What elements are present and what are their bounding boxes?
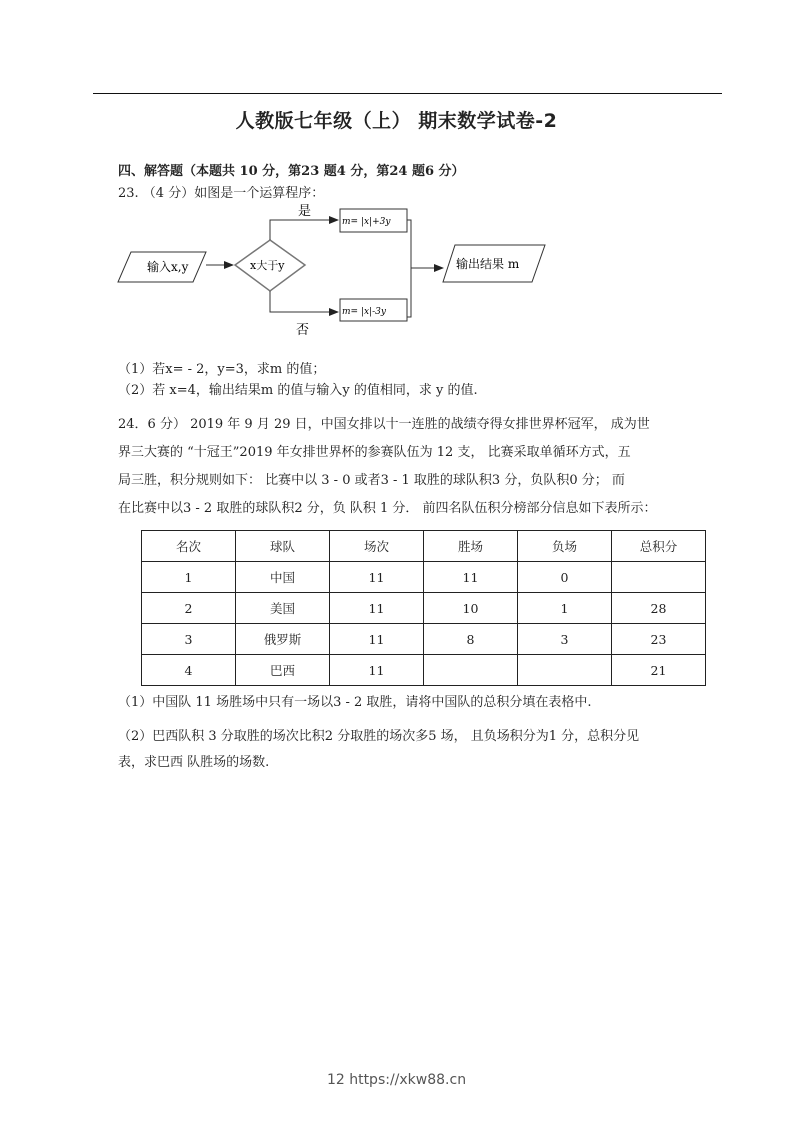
cell: 10 — [424, 593, 518, 624]
cell: 28 — [612, 593, 706, 624]
cell — [518, 655, 612, 686]
flowchart — [0, 195, 793, 345]
cell: 俄罗斯 — [236, 624, 330, 655]
q24-line: 24．6 分） 2019 年 9 月 29 日，中国女排以十一连胜的战绩夺得女排世界杯冠军， 成为世 — [118, 417, 650, 432]
table-header-row — [142, 531, 706, 562]
cell: 4 — [142, 655, 236, 686]
header-rule — [93, 93, 722, 94]
cell: 美国 — [236, 593, 330, 624]
yes-formula: m= |x|+3y — [342, 217, 391, 227]
section-heading: 四、解答题（本题共 10 分，第23 题4 分，第24 题6 分） — [118, 164, 465, 179]
header-cell: 总积分 — [612, 531, 706, 562]
q24-sub2-line: 表，求巴西 队胜场的场数. — [118, 755, 270, 770]
q23-sub1: （1）若x= - 2，y=3，求m 的值； — [118, 362, 326, 377]
table-row — [142, 624, 706, 655]
cell: 11 — [330, 655, 424, 686]
page-footer: 12 https://xkw88.cn — [326, 1072, 467, 1088]
standings-table — [141, 530, 706, 686]
cell — [612, 562, 706, 593]
q23-sub2: （2）若 x=4，输出结果m 的值与输入y 的值相同，求 y 的值. — [118, 383, 478, 398]
header-cell: 负场 — [518, 531, 612, 562]
input-label: 输入x,y — [147, 260, 189, 274]
cell: 2 — [142, 593, 236, 624]
cell: 3 — [518, 624, 612, 655]
cell: 11 — [330, 593, 424, 624]
table-row — [142, 593, 706, 624]
header-cell: 胜场 — [424, 531, 518, 562]
q24-sub1: （1）中国队 11 场胜场中只有一场以3 - 2 取胜，请将中国队的总积分填在表格中. — [118, 695, 592, 710]
cell: 中国 — [236, 562, 330, 593]
cell: 8 — [424, 624, 518, 655]
no-formula: m= |x|-3y — [342, 307, 386, 317]
q24-sub2-line: （2）巴西队积 3 分取胜的场次比积2 分取胜的场次多5 场， 且负场积分为1 分，总积分见 — [118, 729, 640, 744]
header-cell: 名次 — [142, 531, 236, 562]
q24-line: 界三大赛的 “十冠王”2019 年女排世界杯的参赛队伍为 12 支， 比赛采取单循环方式，五 — [118, 445, 631, 460]
header-cell: 场次 — [330, 531, 424, 562]
cell: 3 — [142, 624, 236, 655]
cell: 11 — [330, 624, 424, 655]
cell — [424, 655, 518, 686]
output-label: 输出结果 m — [456, 257, 520, 271]
header-cell: 球队 — [236, 531, 330, 562]
cell: 0 — [518, 562, 612, 593]
yes-label: 是 — [298, 204, 312, 219]
cell: 巴西 — [236, 655, 330, 686]
table-row — [142, 562, 706, 593]
cell: 1 — [142, 562, 236, 593]
q23-stem: 23. （4 分）如图是一个运算程序： — [118, 186, 325, 201]
cell: 11 — [424, 562, 518, 593]
cell: 11 — [330, 562, 424, 593]
cell: 1 — [518, 593, 612, 624]
page-title: 人教版七年级（上） 期末数学试卷-2 — [235, 110, 558, 132]
cell: 23 — [612, 624, 706, 655]
no-label: 否 — [296, 323, 310, 338]
table-row — [142, 655, 706, 686]
decision-label: x大于y — [250, 259, 285, 272]
q24-line: 局三胜，积分规则如下： 比赛中以 3 - 0 或者3 - 1 取胜的球队积3 分，负队积0 分； 而 — [118, 473, 625, 488]
q24-line: 在比赛中以3 - 2 取胜的球队积2 分，负 队积 1 分． 前四名队伍积分榜部分信息如下表所示： — [118, 501, 657, 516]
cell: 21 — [612, 655, 706, 686]
